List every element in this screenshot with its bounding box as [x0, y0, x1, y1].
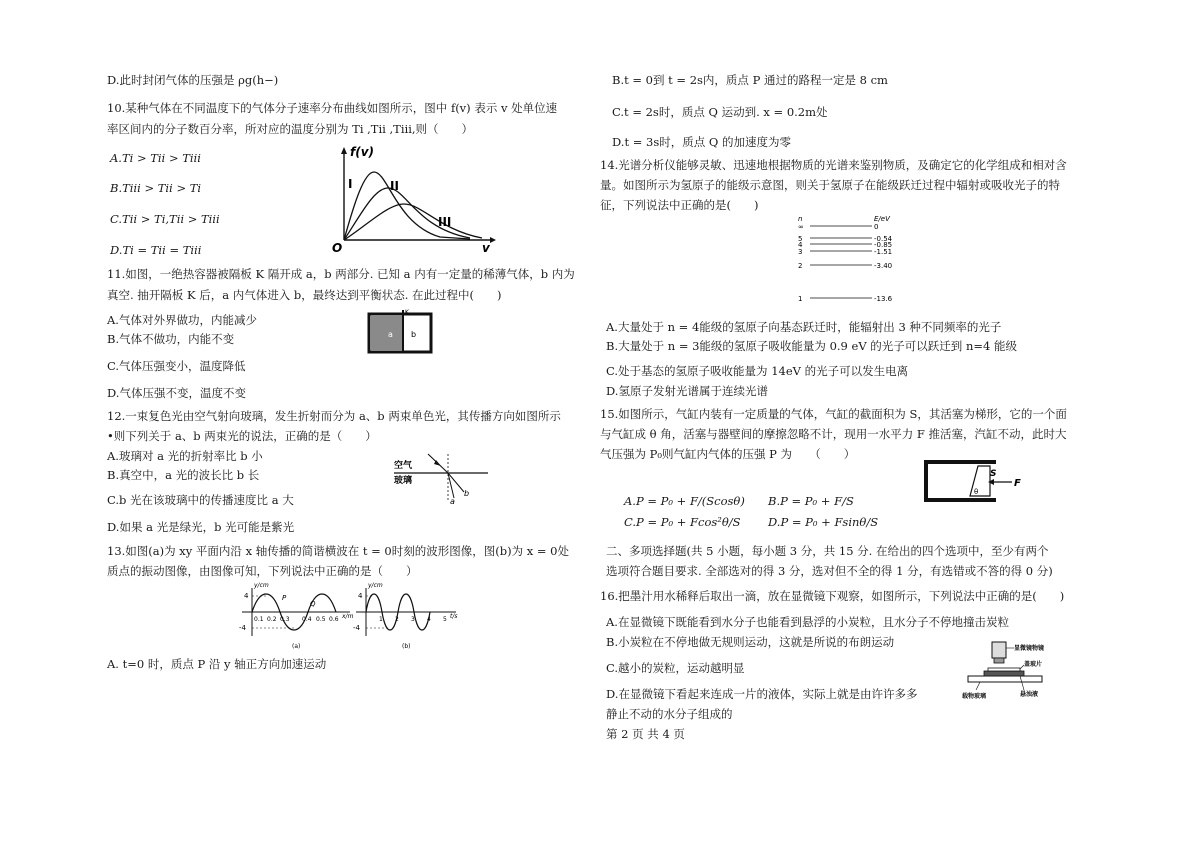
q16-option-c: C.越小的炭粒，运动越明显	[606, 661, 745, 675]
q11-option-b: B.气体不做功，内能不变	[107, 332, 235, 346]
q10-option-a: A.Tⅰ > Tⅱ > Tⅲ	[110, 151, 201, 165]
wave-a-tick: 0.1	[254, 616, 264, 623]
q12-option-a: A.玻璃对 a 光的折射率比 b 小	[107, 449, 263, 463]
air-label: 空气	[394, 461, 413, 471]
force-f-label: F	[1014, 478, 1021, 489]
q16-stem: 16.把墨汁用水稀释后取出一滴，放在显微镜下观察，如图所示，下列说法中正确的是( )	[600, 589, 1065, 603]
wave-a-tick: 0.2	[267, 616, 277, 623]
q10-option-c: C.Tⅱ > Tⅰ,Tⅱ > Tⅲ	[110, 212, 220, 226]
objective-label: 显微镜物镜	[1014, 645, 1045, 652]
partition-k-label: K	[405, 309, 409, 316]
wave-a-tick: 0.3	[280, 616, 290, 623]
fv-label: f(v)	[350, 145, 375, 159]
q10-stem-line1: 10.某种气体在不同温度下的气体分子速率分布曲线如图所示，图中 f(v) 表示 v 处单位速	[107, 101, 558, 115]
wave-b-tick: 4	[427, 616, 431, 623]
wave-b-xlabel: t/s	[450, 613, 458, 620]
q13-option-c: C.t = 2s时，质点 Q 运动到. x = 0.2m处	[612, 105, 828, 119]
q13-option-d: D.t = 3s时，质点 Q 的加速度为零	[612, 135, 791, 149]
q15-option-b: B.P = P₀ + F/S	[768, 494, 854, 508]
q10-option-b: B.Tⅲ > Tⅱ > Tⅰ	[110, 181, 202, 195]
q11-option-d: D.气体压强不变，温度不变	[107, 386, 246, 400]
n-header: n	[798, 215, 803, 223]
wave-b-ylabel: y/cm	[368, 582, 383, 589]
wave-b-tick: 3	[411, 616, 415, 623]
q12-option-c: C.b 光在该玻璃中的传播速度比 a 大	[107, 493, 294, 507]
q15-option-d: D.P = P₀ + Fsinθ/S	[768, 515, 879, 529]
q14-energy-level-figure	[796, 212, 906, 308]
q10-distribution-figure	[330, 144, 500, 254]
q16-option-a: A.在显微镜下既能看到水分子也能看到悬浮的小炭粒，且水分子不停地撞击炭粒	[606, 615, 1009, 629]
q12-option-b: B.真空中，a 光的波长比 b 长	[107, 468, 260, 482]
q15-option-c: C.P = P₀ + Fcos²θ/S	[624, 515, 741, 529]
q14-option-b: B.大量处于 n = 3能级的氢原子吸收能量为 0.9 eV 的光子可以跃迁到 n=4 能级	[606, 339, 1017, 353]
wave-a-bottom: -4	[239, 624, 246, 632]
curve-i-label: I	[348, 177, 353, 191]
q9-option-d: D.此时封闭气体的压强是 ρg(h−)	[107, 73, 279, 87]
e-header: E/eV	[874, 215, 890, 223]
origin-label: O	[332, 241, 343, 255]
q16-option-b: B.小炭粒在不停地做无规则运动，这就是所说的布朗运动	[606, 635, 895, 649]
q16-microscope-figure	[960, 638, 1060, 702]
level-n: 2	[798, 262, 803, 270]
q14-option-c: C.处于基态的氢原子吸收能量为 14eV 的光子可以发生电离	[606, 364, 909, 378]
ray-b-label: b	[464, 489, 470, 498]
q11-container-figure	[366, 308, 436, 356]
point-p-label: P	[282, 594, 287, 602]
level-e: 0	[874, 223, 879, 231]
level-n: 1	[798, 295, 803, 303]
level-n: 3	[798, 248, 803, 256]
q14-option-a: A.大量处于 n = 4能级的氢原子向基态跃迁时，能辐射出 3 种不同频率的光子	[606, 320, 1002, 334]
wave-a-xlabel: x/m	[342, 613, 354, 620]
q14-stem-line3: 征，下列说法中正确的是( )	[600, 198, 759, 212]
theta-label: θ	[974, 488, 979, 496]
curve-ii	[344, 188, 470, 240]
q16-option-d-line1: D.在显微镜下看起来连成一片的液体，实际上就是由许许多多	[606, 687, 918, 701]
wave-b-bottom: -4	[353, 624, 360, 632]
chamber-a-label: a	[388, 330, 393, 339]
q15-stem-line2: 与气缸成 θ 角，活塞与器壁间的摩擦忽略不计，现用一水平力 F 推活塞，汽缸不动，此时大	[600, 427, 1067, 441]
wave-a-top: 4	[244, 592, 249, 600]
q13-stem-line2: 质点的振动图像，由图像可知，下列说法中正确的是（ ）	[107, 564, 418, 578]
level-e: -0.85	[874, 241, 893, 249]
wave-a-ylabel: y/cm	[254, 582, 269, 589]
q13-stem-line1: 13.如图(a)为 xy 平面内沿 x 轴传播的简谐横波在 t = 0时刻的波形图像，图(b)为 x = 0处	[107, 544, 569, 558]
wave-b-tick: 5	[443, 616, 447, 623]
q15-stem-line3: 气压强为 P₀则气缸内气体的压强 P 为 （ ）	[600, 447, 856, 461]
section2-header-line1: 二、多项选择题(共 5 小题，每小题 3 分，共 15 分. 在给出的四个选项中，至少有两个	[606, 544, 1049, 558]
curve-ii-label: II	[390, 179, 399, 193]
q13-wave-figure-a	[238, 584, 360, 652]
q10-stem-line2: 率区间内的分子数百分率，所对应的温度分别为 Tⅰ ,Tⅱ ,Tⅲ,则（ ）	[107, 122, 474, 136]
point-q-label: Q	[310, 600, 316, 608]
wave-a-tick: 0.4	[302, 616, 312, 623]
q14-option-d: D.氢原子发射光谱属于连续光谱	[606, 384, 768, 398]
q12-option-d: D.如果 a 光是绿光，b 光可能是紫光	[107, 520, 295, 534]
q13-vibration-figure-b	[352, 584, 464, 652]
q12-stem-line1: 12.一束复色光由空气射向玻璃，发生折射而分为 a、b 两束单色光，其传播方向如图所示	[107, 409, 561, 423]
section2-header-line2: 选项符合题目要求. 全部选对的得 3 分，选对但不全的得 1 分，有选错或不答的得 0 分)	[606, 564, 1053, 578]
q14-stem-line1: 14.光谱分析仪能够灵敏、迅速地根据物质的光谱来鉴别物质，及确定它的化学组成和相对含	[600, 158, 1067, 172]
q13-option-b: B.t = 0到 t = 2s内，质点 P 通过的路程一定是 8 cm	[612, 73, 888, 87]
level-n: 4	[798, 241, 803, 249]
q12-stem-line2: •则下列关于 a、b 两束光的说法，正确的是（ ）	[107, 429, 377, 443]
q11-option-a: A.气体对外界做功，内能减少	[107, 313, 257, 327]
level-e: -3.40	[874, 262, 893, 270]
level-e: -0.54	[874, 235, 893, 243]
page-footer: 第 2 页 共 4 页	[606, 727, 685, 741]
wave-a-tick: 0.6	[329, 616, 339, 623]
chamber-b-label: b	[411, 330, 417, 339]
wave-b-caption: (b)	[402, 643, 411, 650]
ray-a-label: a	[450, 497, 455, 506]
wave-b-top: 4	[358, 592, 363, 600]
q15-option-a: A.P = P₀ + F/(Scosθ)	[624, 494, 745, 508]
wave-a-tick: 0.5	[316, 616, 326, 623]
glass-label: 玻璃	[394, 476, 413, 486]
level-e: -13.6	[874, 295, 893, 303]
slide-label: 载物玻璃	[962, 693, 987, 700]
q11-option-c: C.气体压强变小，温度降低	[107, 359, 246, 373]
q11-stem-line1: 11.如图，一绝热容器被隔板 K 隔开成 a，b 两部分. 已知 a 内有一定量的稀薄气体，b 内为	[107, 267, 575, 281]
curve-i	[344, 172, 470, 240]
area-s-label: S	[990, 469, 997, 479]
wave-a-caption: (a)	[292, 643, 301, 650]
q15-stem-line1: 15.如图所示，气缸内装有一定质量的气体，气缸的截面积为 S，其活塞为梯形，它的一个面	[600, 407, 1067, 421]
q11-stem-line2: 真空. 抽开隔板 K 后，a 内气体进入 b，最终达到平衡状态. 在此过程中( )	[107, 288, 502, 302]
cover-slip-label: 盖玻片	[1024, 661, 1043, 668]
q10-option-d: D.Tⅰ = Tⅱ = Tⅲ	[110, 243, 202, 257]
q12-refraction-figure	[392, 452, 492, 504]
wave-b-tick: 2	[395, 616, 399, 623]
q13-option-a: A. t=0 时，质点 P 沿 y 轴正方向加速运动	[107, 657, 327, 671]
level-e: -1.51	[874, 248, 893, 256]
level-n: ∞	[798, 223, 804, 231]
q16-option-d-line2: 静止不动的水分子组成的	[606, 707, 733, 721]
v-label: v	[482, 241, 490, 255]
level-n: 5	[798, 235, 803, 243]
q14-stem-line2: 量。如图所示为氢原子的能级示意图，则关于氢原子在能级跃迁过程中辐射或吸收光子的特	[600, 178, 1060, 192]
q15-cylinder-figure	[924, 460, 1024, 504]
curve-iii-label: III	[438, 215, 452, 229]
suspension-label: 悬浊液	[1020, 691, 1039, 698]
wave-b-tick: 1	[379, 616, 383, 623]
